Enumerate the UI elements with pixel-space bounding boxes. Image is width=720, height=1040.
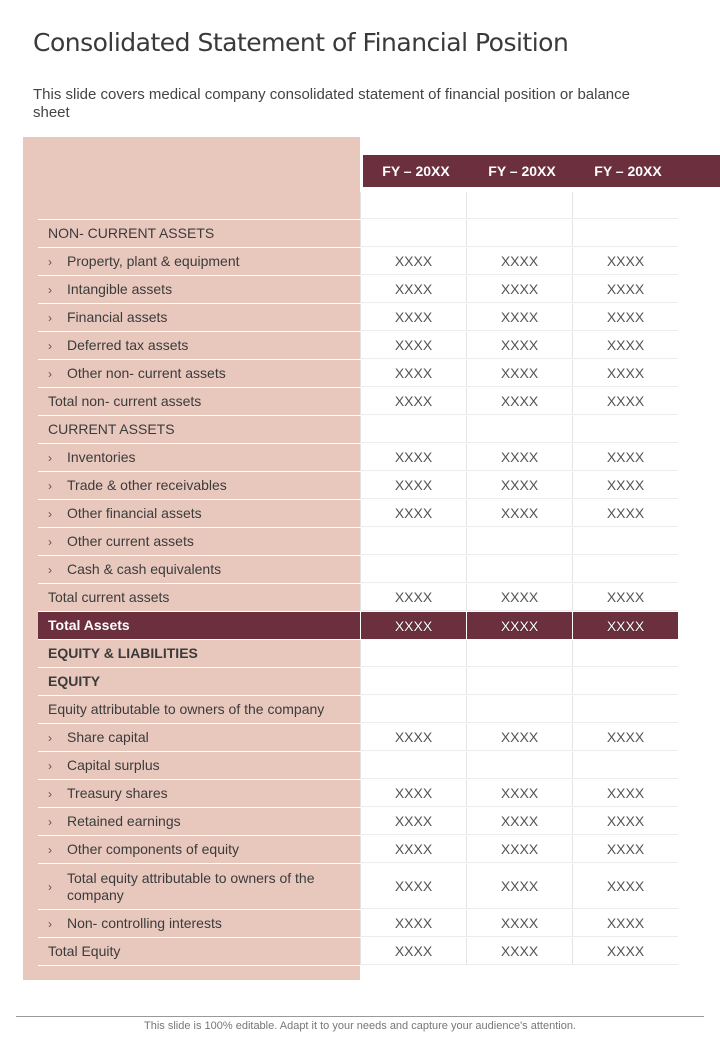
value-cell: XXXX [360, 304, 466, 331]
chevron-right-icon: › [48, 758, 52, 773]
row-label-cell [38, 304, 360, 331]
row-label: Retained earnings [67, 813, 181, 829]
value-cell: XXXX [360, 360, 466, 387]
table-row [38, 780, 682, 808]
row-label: Intangible assets [67, 281, 173, 297]
row-label: Treasury shares [67, 785, 168, 801]
table-row [38, 864, 682, 910]
value-cell: XXXX [572, 276, 678, 303]
value-cell: XXXX [360, 864, 466, 909]
table-row [38, 332, 682, 360]
row-label: NON- CURRENT ASSETS [48, 225, 215, 241]
row-label-cell [38, 910, 360, 937]
value-cell [572, 752, 678, 779]
row-label: CURRENT ASSETS [48, 421, 175, 437]
row-label-cell [38, 556, 360, 583]
table-row [38, 360, 682, 388]
value-cell: XXXX [466, 584, 572, 611]
value-cell: XXXX [360, 612, 466, 639]
chevron-right-icon: › [48, 450, 52, 465]
value-cell: XXXX [466, 332, 572, 359]
row-label-cell [38, 416, 360, 443]
row-label: EQUITY & LIABILITIES [48, 645, 198, 661]
value-cell: XXXX [466, 780, 572, 807]
value-cell: XXXX [360, 500, 466, 527]
value-cell [360, 640, 466, 667]
value-cell [572, 556, 678, 583]
page-title: Consolidated Statement of Financial Position [33, 28, 569, 57]
value-cell: XXXX [360, 780, 466, 807]
value-cell: XXXX [572, 780, 678, 807]
value-cell [360, 528, 466, 555]
table-row [38, 808, 682, 836]
chevron-right-icon: › [48, 842, 52, 857]
row-label: Other financial assets [67, 505, 202, 521]
table-row [38, 248, 682, 276]
row-label: Deferred tax assets [67, 337, 189, 353]
value-cell: XXXX [360, 388, 466, 415]
value-cell: XXXX [466, 248, 572, 275]
row-label: Inventories [67, 449, 136, 465]
chevron-right-icon: › [48, 366, 52, 381]
value-cell: XXXX [466, 808, 572, 835]
year-header-bar [363, 155, 720, 187]
chevron-right-icon: › [48, 506, 52, 521]
value-cell: XXXX [360, 332, 466, 359]
value-cell: XXXX [360, 724, 466, 751]
value-cell [466, 640, 572, 667]
row-label: Equity attributable to owners of the company [48, 701, 325, 717]
row-label: Other current assets [67, 533, 194, 549]
financial-position-table [38, 192, 682, 966]
value-cell: XXXX [466, 304, 572, 331]
table-row [38, 192, 682, 220]
value-cell [466, 556, 572, 583]
value-cell: XXXX [572, 612, 678, 639]
value-cell [572, 640, 678, 667]
row-label-cell [38, 780, 360, 807]
value-cell: XXXX [572, 332, 678, 359]
value-cell: XXXX [466, 864, 572, 909]
value-cell [466, 192, 572, 219]
page-subtitle: This slide covers medical company consolidated statement of financial position or balance sheet [33, 86, 630, 121]
row-label: Share capital [67, 729, 149, 745]
value-cell [572, 192, 678, 219]
table-row [38, 938, 682, 966]
table-row [38, 836, 682, 864]
row-label: Capital surplus [67, 757, 160, 773]
chevron-right-icon: › [48, 879, 52, 894]
chevron-right-icon: › [48, 562, 52, 577]
value-cell: XXXX [572, 808, 678, 835]
table-row [38, 444, 682, 472]
row-label: Non- controlling interests [67, 915, 222, 931]
row-label: Total non- current assets [48, 393, 202, 409]
value-cell: XXXX [466, 724, 572, 751]
chevron-right-icon: › [48, 310, 52, 325]
table-row [38, 500, 682, 528]
table-row [38, 276, 682, 304]
value-cell: XXXX [466, 938, 572, 965]
value-cell: XXXX [466, 472, 572, 499]
row-label-cell [38, 938, 360, 965]
value-cell [360, 696, 466, 723]
table-row [38, 220, 682, 248]
value-cell: XXXX [466, 360, 572, 387]
row-label-cell [38, 276, 360, 303]
table-row [38, 640, 682, 668]
row-label: Other non- current assets [67, 365, 226, 381]
chevron-right-icon: › [48, 730, 52, 745]
row-label-cell [38, 332, 360, 359]
table-row [38, 472, 682, 500]
footer-divider [16, 1016, 704, 1017]
table-row [38, 556, 682, 584]
value-cell: XXXX [572, 500, 678, 527]
row-label-cell [38, 472, 360, 499]
row-label: Cash & cash equivalents [67, 561, 222, 577]
row-label-cell [38, 808, 360, 835]
row-label-cell [38, 696, 360, 723]
value-cell: XXXX [466, 910, 572, 937]
table-row [38, 388, 682, 416]
footer-note: This slide is 100% editable. Adapt it to your needs and capture your audience's attention. [144, 1020, 576, 1032]
value-cell: XXXX [466, 276, 572, 303]
value-cell: XXXX [572, 910, 678, 937]
value-cell: XXXX [360, 444, 466, 471]
value-cell [466, 220, 572, 247]
value-cell [360, 556, 466, 583]
value-cell [360, 192, 466, 219]
chevron-right-icon: › [48, 338, 52, 353]
value-cell: XXXX [466, 444, 572, 471]
chevron-right-icon: › [48, 814, 52, 829]
table-row [38, 910, 682, 938]
value-cell: XXXX [572, 444, 678, 471]
table-row [38, 416, 682, 444]
value-cell: XXXX [360, 276, 466, 303]
row-label: Trade & other receivables [67, 477, 227, 493]
chevron-right-icon: › [48, 786, 52, 801]
value-cell: XXXX [572, 584, 678, 611]
row-label-cell [38, 864, 360, 909]
value-cell: XXXX [572, 472, 678, 499]
value-cell: XXXX [572, 248, 678, 275]
value-cell [572, 220, 678, 247]
chevron-right-icon: › [48, 916, 52, 931]
column-header: FY – 20XX [488, 163, 556, 179]
row-label: Total current assets [48, 589, 170, 605]
row-label-cell [38, 612, 360, 639]
row-label-cell [38, 640, 360, 667]
value-cell: XXXX [572, 304, 678, 331]
chevron-right-icon: › [48, 282, 52, 297]
value-cell: XXXX [572, 388, 678, 415]
value-cell [572, 668, 678, 695]
value-cell [360, 416, 466, 443]
value-cell: XXXX [572, 360, 678, 387]
value-cell: XXXX [572, 938, 678, 965]
table-row [38, 696, 682, 724]
value-cell [360, 220, 466, 247]
value-cell: XXXX [572, 864, 678, 909]
value-cell: XXXX [466, 388, 572, 415]
row-label: Total Assets [48, 617, 130, 633]
row-label-cell [38, 724, 360, 751]
row-label: EQUITY [48, 673, 101, 689]
value-cell: XXXX [360, 472, 466, 499]
row-label: Other components of equity [67, 841, 239, 857]
value-cell: XXXX [360, 836, 466, 863]
value-cell: XXXX [360, 938, 466, 965]
row-label-cell [38, 752, 360, 779]
value-cell: XXXX [466, 836, 572, 863]
value-cell [466, 696, 572, 723]
row-label-cell [38, 500, 360, 527]
value-cell [360, 752, 466, 779]
value-cell [466, 416, 572, 443]
row-label-cell [38, 668, 360, 695]
value-cell: XXXX [466, 612, 572, 639]
table-row [38, 304, 682, 332]
row-label-cell [38, 528, 360, 555]
table-row [38, 724, 682, 752]
value-cell [360, 668, 466, 695]
row-label-cell [38, 836, 360, 863]
row-label: Total Equity [48, 943, 121, 959]
row-label: Financial assets [67, 309, 168, 325]
value-cell: XXXX [360, 910, 466, 937]
value-cell [466, 752, 572, 779]
row-label-cell [38, 360, 360, 387]
row-label: Property, plant & equipment [67, 253, 240, 269]
value-cell [572, 696, 678, 723]
row-label: Total equity attributable to owners of the company [67, 869, 315, 903]
value-cell: XXXX [572, 836, 678, 863]
value-cell [572, 416, 678, 443]
row-label-cell [38, 248, 360, 275]
table-row [38, 752, 682, 780]
row-label-cell [38, 192, 360, 219]
table-row [38, 668, 682, 696]
column-header: FY – 20XX [382, 163, 450, 179]
table-row [38, 528, 682, 556]
chevron-right-icon: › [48, 534, 52, 549]
value-cell [572, 528, 678, 555]
row-label-cell [38, 444, 360, 471]
table-row [38, 584, 682, 612]
chevron-right-icon: › [48, 254, 52, 269]
value-cell: XXXX [360, 808, 466, 835]
chevron-right-icon: › [48, 478, 52, 493]
value-cell [466, 668, 572, 695]
row-label-cell [38, 388, 360, 415]
column-header: FY – 20XX [594, 163, 662, 179]
value-cell: XXXX [572, 724, 678, 751]
value-cell [466, 528, 572, 555]
value-cell: XXXX [360, 584, 466, 611]
value-cell: XXXX [360, 248, 466, 275]
row-label-cell [38, 584, 360, 611]
row-label-cell [38, 220, 360, 247]
value-cell: XXXX [466, 500, 572, 527]
table-row [38, 612, 682, 640]
